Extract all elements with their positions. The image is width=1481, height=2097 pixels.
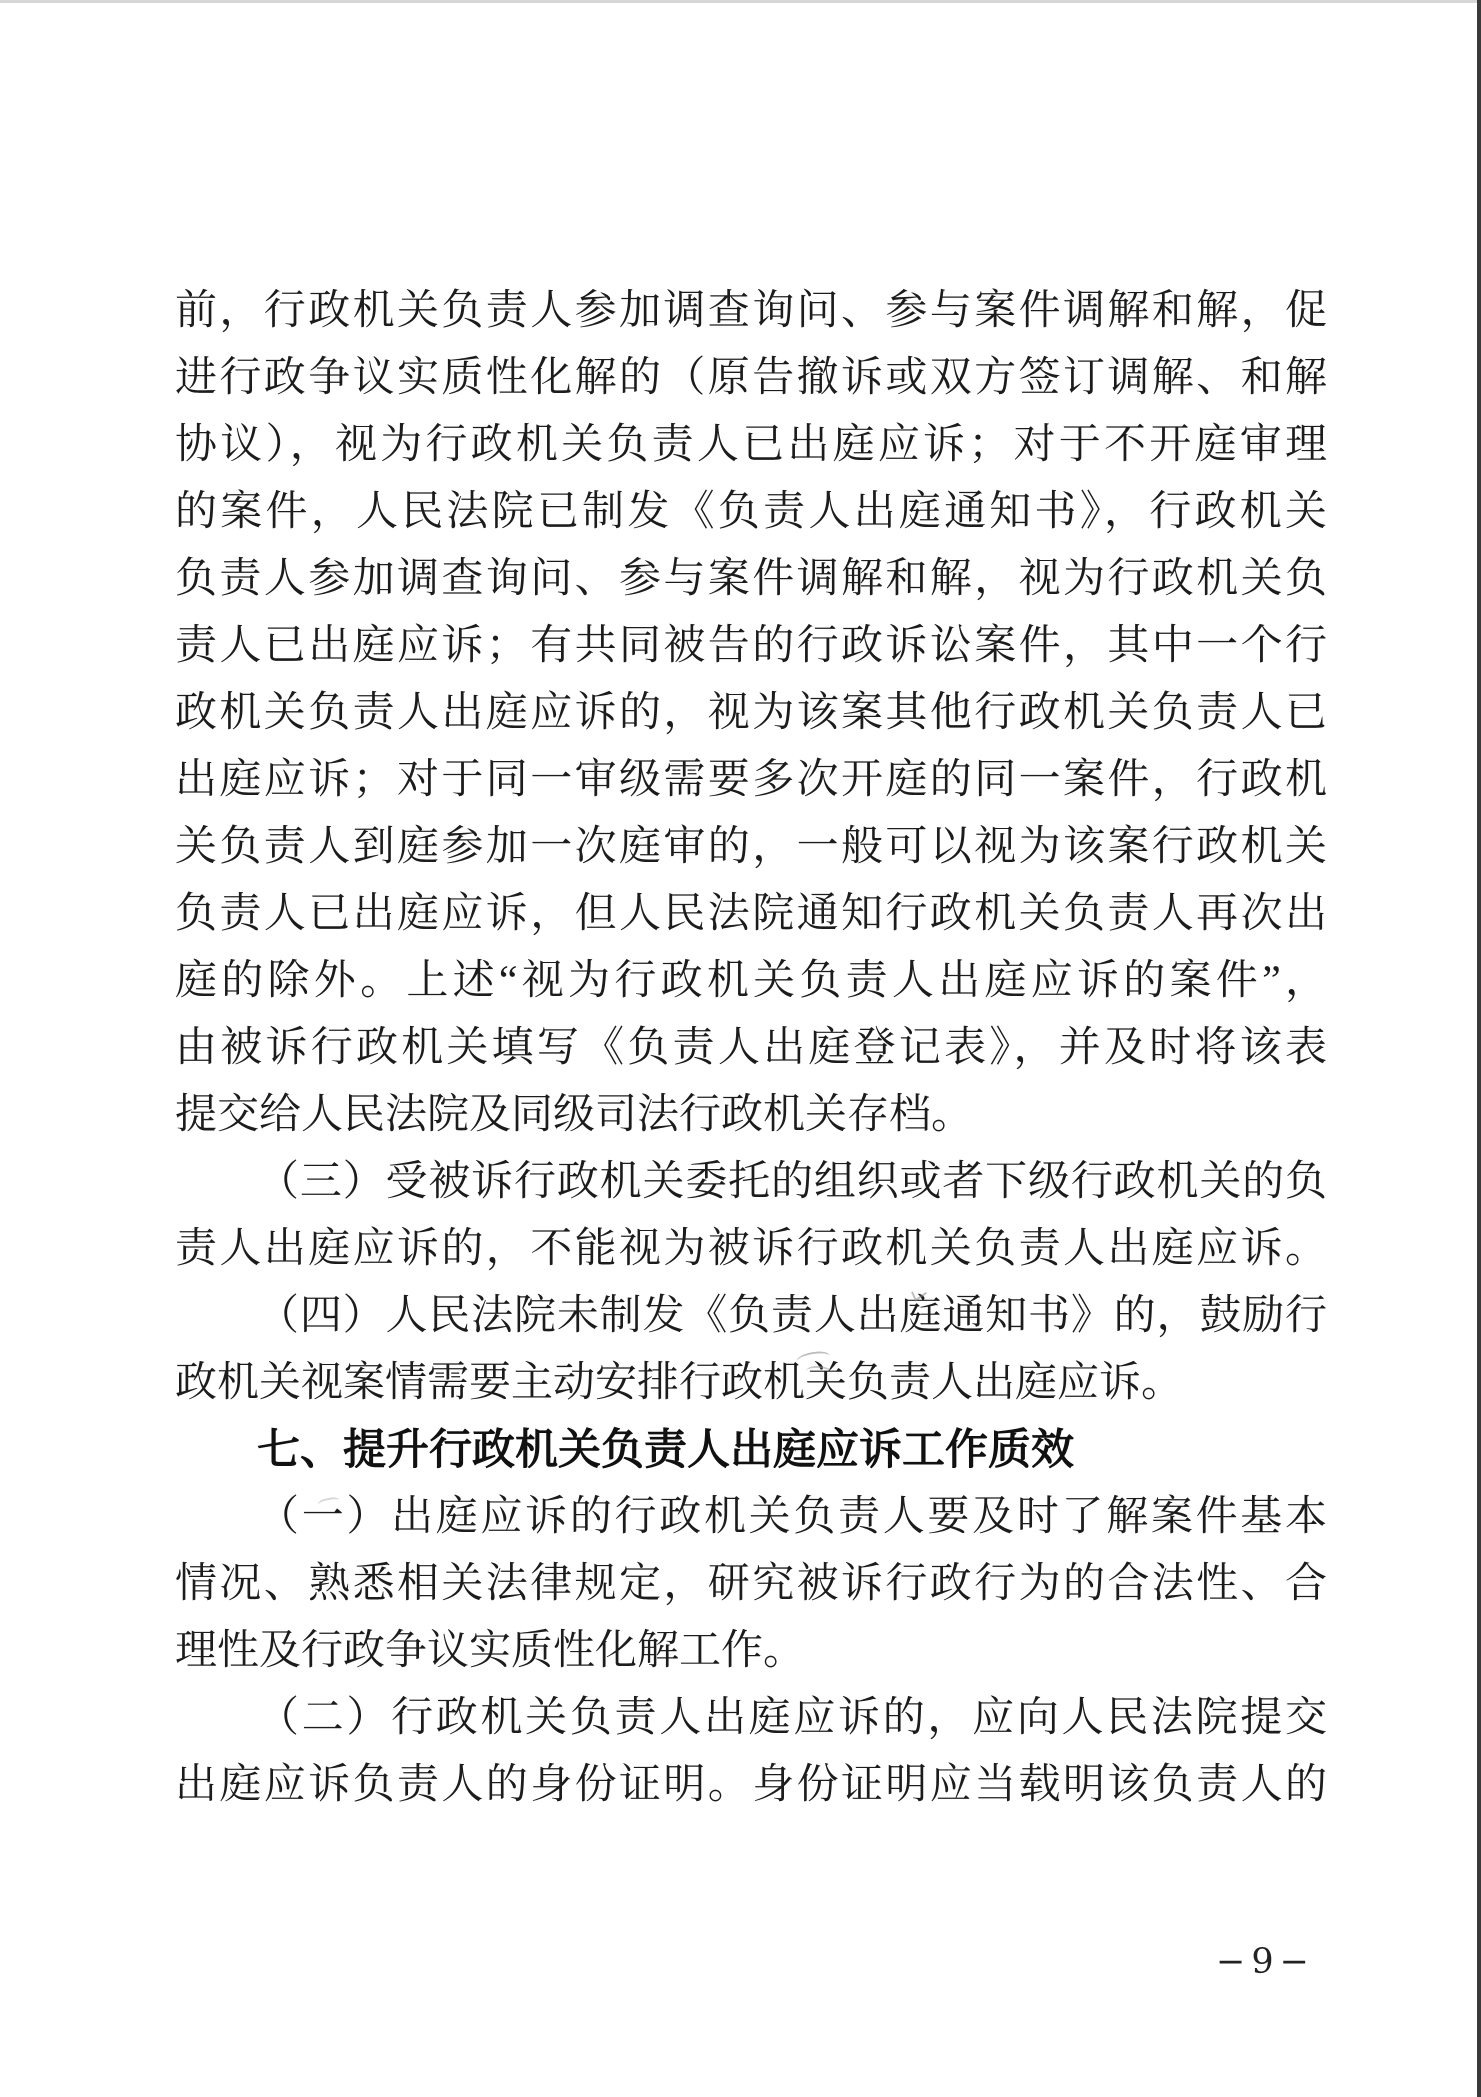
scan-right-edge	[1477, 0, 1481, 2097]
text-line: 提交给人民法院及同级司法行政机关存档。	[175, 1092, 974, 1138]
text-line: 理性及行政争议实质性化解工作。	[175, 1628, 806, 1674]
text-line: （二）行政机关负责人出庭应诉的，应向人民法院提交	[257, 1695, 1327, 1741]
text-line: 协议），视为行政机关负责人已出庭应诉；对于不开庭审理	[175, 422, 1327, 468]
text-line: 责人已出庭应诉；有共同被告的行政诉讼案件，其中一个行	[175, 623, 1327, 669]
text-line: 出庭应诉负责人的身份证明。身份证明应当载明该负责人的	[175, 1762, 1327, 1808]
text-line: 情况、熟悉相关法律规定，研究被诉行政行为的合法性、合	[175, 1561, 1327, 1607]
section-heading: 七、提升行政机关负责人出庭应诉工作质效	[257, 1426, 1074, 1474]
text-line: （三）受被诉行政机关委托的组织或者下级行政机关的负	[257, 1159, 1327, 1205]
scan-top-edge	[0, 0, 1481, 3]
text-line: 前，行政机关负责人参加调查询问、参与案件调解和解，促	[175, 288, 1327, 334]
text-line: 庭的除外。上述“视为行政机关负责人出庭应诉的案件”，	[175, 958, 1327, 1004]
text-line: 负责人参加调查询问、参与案件调解和解，视为行政机关负	[175, 556, 1327, 602]
text-line: 责人出庭应诉的，不能视为被诉行政机关负责人出庭应诉。	[175, 1226, 1327, 1272]
page-number: −9−	[1216, 1942, 1315, 1982]
text-line: 由被诉行政机关填写《负责人出庭登记表》，并及时将该表	[175, 1025, 1327, 1071]
text-line: 关负责人到庭参加一次庭审的，一般可以视为该案行政机关	[175, 824, 1327, 870]
text-line: （四）人民法院未制发《负责人出庭通知书》的，鼓励行	[257, 1293, 1327, 1339]
text-line: （一）出庭应诉的行政机关负责人要及时了解案件基本	[257, 1494, 1327, 1540]
text-line: 政机关负责人出庭应诉的，视为该案其他行政机关负责人已	[175, 690, 1327, 736]
text-line: 的案件，人民法院已制发《负责人出庭通知书》，行政机关	[175, 489, 1327, 535]
text-line: 进行政争议实质性化解的（原告撤诉或双方签订调解、和解	[175, 355, 1327, 401]
text-line: 出庭应诉；对于同一审级需要多次开庭的同一案件，行政机	[175, 757, 1327, 803]
text-line: 负责人已出庭应诉，但人民法院通知行政机关负责人再次出	[175, 891, 1327, 937]
text-line: 政机关视案情需要主动安排行政机关负责人出庭应诉。	[175, 1360, 1184, 1406]
document-body	[175, 278, 1327, 1819]
